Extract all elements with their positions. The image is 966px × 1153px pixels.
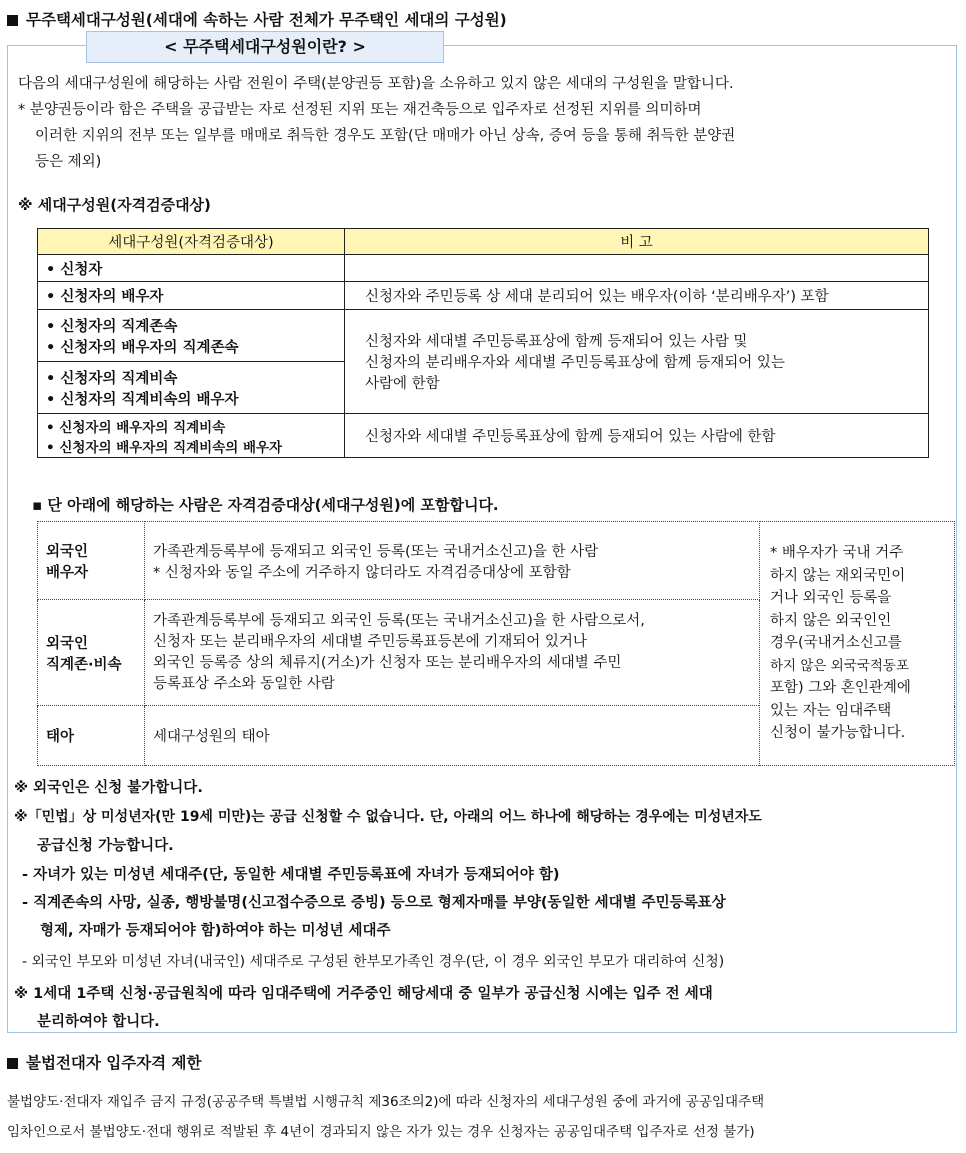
footnote: - 직계존속의 사망, 실종, 행방불명(신고접수증으로 증빙) 등으로 형제자매를 부양(동일한 세대별 주민등록표상 bbox=[22, 895, 726, 911]
included-desc: 가족관계등록부에 등재되고 외국인 등록(또는 국내거소신고)을 한 사람 * 신청자와 동일 주소에 거주하지 않더라도 자격검증대상에 포함함 bbox=[145, 522, 760, 600]
member-cell: • 신청자의 직계존속 • 신청자의 배우자의 직계존속 bbox=[38, 310, 345, 362]
footnote: - 자녀가 있는 미성년 세대주(단, 동일한 세대별 주민등록표에 자녀가 등재되어야 함) bbox=[22, 867, 560, 883]
note-cell bbox=[345, 255, 929, 282]
footnote: - 외국인 부모와 미성년 자녀(내국인) 세대주로 구성된 한부모가족인 경우(단, 이 경우 외국인 부모가 대리하여 신청) bbox=[22, 954, 725, 970]
included-label: 외국인 배우자 bbox=[38, 522, 145, 600]
note-line: 이러한 지위의 전부 또는 일부를 매매로 취득한 경우도 포함(단 매매가 아닌 상속, 증여 등을 통해 취득한 분양권 bbox=[35, 128, 736, 144]
member-cell: • 신청자의 직계비속 • 신청자의 직계비속의 배우자 bbox=[38, 362, 345, 414]
member-cell: • 신청자 bbox=[38, 255, 345, 282]
section1-heading: 무주택세대구성원(세대에 속하는 사람 전체가 무주택인 세대의 구성원) bbox=[7, 8, 507, 30]
footnote: 공급신청 가능합니다. bbox=[37, 838, 174, 854]
member-cell: • 신청자의 배우자의 직계비속 • 신청자의 배우자의 직계비속의 배우자 bbox=[38, 414, 345, 458]
members-table bbox=[37, 228, 929, 458]
square-bullet-icon bbox=[7, 1058, 18, 1069]
side-note: * 배우자가 국내 거주 하지 않는 재외국민이 거나 외국인 등록을 하지 않은 외국인인 경우(국내거소신고를 하지 않은 외국국적동포 포함) 그와 혼인관계에 있는 자는 임대주택 신청이 불가능합니다. bbox=[760, 522, 955, 766]
section2-text: 불법양도·전대자 재입주 금지 규정(공공주택 특별법 시행규칙 제36조의2)에 따라 신청자의 세대구성원 중에 과거에 공공임대주택 bbox=[7, 1094, 765, 1110]
footnote: 분리하여야 합니다. bbox=[37, 1014, 160, 1030]
footnote: 형제, 자매가 등재되어야 함)하여야 하는 미성년 세대주 bbox=[40, 923, 391, 939]
included-desc: 세대구성원의 태아 bbox=[145, 706, 760, 766]
members-heading: ※ 세대구성원(자격검증대상) bbox=[18, 196, 211, 214]
included-label: 태아 bbox=[38, 706, 145, 766]
intro-text: 다음의 세대구성원에 해당하는 사람 전원이 주택(분양권등 포함)을 소유하고 있지 않은 세대의 구성원을 말합니다. bbox=[18, 76, 734, 92]
note-cell: 신청자와 주민등록 상 세대 분리되어 있는 배우자(이하 ‘분리배우자’) 포함 bbox=[345, 282, 929, 310]
table-header: 세대구성원(자격검증대상) bbox=[38, 229, 345, 255]
member-cell: • 신청자의 배우자 bbox=[38, 282, 345, 310]
note-line: 등은 제외) bbox=[35, 154, 102, 170]
footnote: ※ 1세대 1주택 신청·공급원칙에 따라 임대주택에 거주중인 해당세대 중 일부가 공급신청 시에는 입주 전 세대 bbox=[14, 986, 713, 1002]
footnote: ※「민법」상 미성년자(만 19세 미만)는 공급 신청할 수 없습니다. 단, 아래의 어느 하나에 해당하는 경우에는 미성년자도 bbox=[14, 809, 762, 825]
note-line: * 분양권등이라 함은 주택을 공급받는 자로 선정된 지위 또는 재건축등으로 입주자로 선정된 지위를 의미하며 bbox=[18, 102, 702, 118]
note-cell: 신청자와 세대별 주민등록표상에 함께 등재되어 있는 사람에 한함 bbox=[345, 414, 929, 458]
section2-text: 임차인으로서 불법양도·전대 행위로 적발된 후 4년이 경과되지 않은 자가 있는 경우 신청자는 공공임대주택 입주자로 선정 불가) bbox=[7, 1124, 755, 1140]
box-title: < 무주택세대구성원이란? > bbox=[86, 31, 444, 63]
included-heading: ▪ 단 아래에 해당하는 사람은 자격검증대상(세대구성원)에 포함합니다. bbox=[32, 496, 499, 514]
included-label: 외국인 직계존·비속 bbox=[38, 600, 145, 706]
footnote: ※ 외국인은 신청 불가합니다. bbox=[14, 780, 203, 796]
table-header: 비 고 bbox=[345, 229, 929, 255]
included-desc: 가족관계등록부에 등재되고 외국인 등록(또는 국내거소신고)을 한 사람으로서, 신청자 또는 분리배우자의 세대별 주민등록표등본에 기재되어 있거나 외국인 등록증 상의 체류지(거소)가 신청자 또는 분리배우자의 세대별 주민 등록표상 주소와 동일한 사람 bbox=[145, 600, 760, 706]
square-bullet-icon bbox=[7, 15, 18, 26]
section2-heading: 불법전대자 입주자격 제한 bbox=[7, 1051, 202, 1073]
merged-note-cell: 신청자와 세대별 주민등록표상에 함께 등재되어 있는 사람 및 신청자의 분리배우자와 세대별 주민등록표상에 함께 등재되어 있는 사람에 한함 bbox=[345, 310, 929, 414]
included-table bbox=[37, 521, 955, 766]
